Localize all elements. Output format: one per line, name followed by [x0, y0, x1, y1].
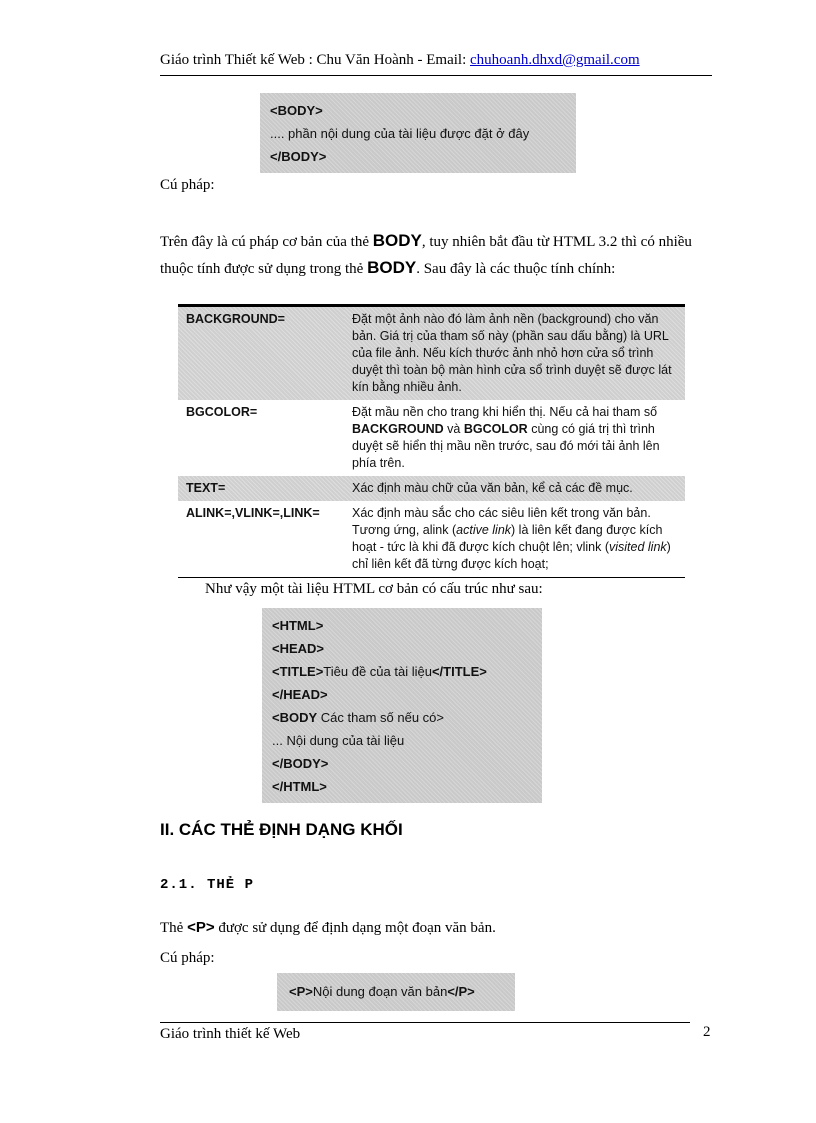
code-line: <P>Nội dung đoạn văn bản</P>	[289, 984, 475, 999]
page-number: 2	[703, 1024, 711, 1040]
code-line: ... Nội dung của tài liệu	[272, 733, 405, 748]
attr-desc: Xác định màu sắc cho các siêu liên kết trong văn bản. Tương ứng, alink (active link) là liên kết đang được kích hoạt - tức là khi đã được kích chuột lên; vlink (visited link) chỉ liên kết đã từng được kích hoạt;	[344, 501, 685, 578]
page-header	[160, 52, 712, 69]
attr-desc: Đặt mầu nền cho trang khi hiển thị. Nếu cả hai tham số BACKGROUND và BGCOLOR cùng có giá trị thì trình duyệt sẽ hiển thị mầu nền trước, sau đó mới tải ảnh lên phía trên.	[352, 405, 660, 470]
code-line: </BODY>	[272, 756, 329, 771]
attr-desc: Xác định màu chữ của văn bản, kể cả các đề mục.	[344, 476, 685, 501]
p-syntax-box	[277, 973, 515, 1011]
table-row	[178, 476, 685, 501]
syntax-label: Cú pháp:	[160, 950, 215, 966]
structure-intro: Như vậy một tài liệu HTML cơ bản có cấu trúc như sau:	[205, 581, 543, 597]
code-line: </HTML>	[272, 779, 327, 794]
footer-text: Giáo trình thiết kế Web	[160, 1026, 301, 1042]
sub-heading: 2.1. THẺ P	[160, 877, 255, 893]
html-structure-box	[262, 608, 542, 803]
p-tag-intro: Thẻ <P> được sử dụng để định dạng một đoạn văn bản.	[160, 919, 496, 936]
code-line: <BODY Các tham số nếu có>	[272, 710, 444, 725]
attr-name: TEXT=	[178, 476, 344, 501]
table-row	[178, 306, 685, 401]
code-line: <HTML>	[272, 618, 324, 633]
attr-desc: Đặt một ảnh nào đó làm ảnh nền (background) cho văn bản. Giá trị của tham số này (phần sau dấu bằng) là URL của file ảnh. Nếu kích thước ảnh nhỏ hơn cửa sổ trình duyệt thì toàn bộ màn hình cửa sổ trình duyệt sẽ được lát kín bằng nhiều ảnh.	[344, 306, 685, 401]
code-line: <BODY>	[270, 103, 323, 118]
code-line: </BODY>	[270, 149, 327, 164]
attr-name: ALINK=,VLINK=,LINK=	[178, 501, 344, 578]
code-line: <HEAD>	[272, 641, 325, 656]
section-heading: II. CÁC THẺ ĐỊNH DẠNG KHỐI	[160, 820, 403, 839]
table-row	[178, 400, 685, 476]
table-row	[178, 501, 685, 578]
header-title: Giáo trình Thiết kế Web : Chu Văn Hoành - Email:	[160, 52, 470, 68]
body-syntax-box	[260, 93, 576, 173]
footer-rule	[160, 1022, 690, 1023]
code-line: </HEAD>	[272, 687, 328, 702]
attributes-table	[178, 304, 685, 578]
header-rule	[160, 75, 712, 76]
code-line: <TITLE>Tiêu đề của tài liệu</TITLE>	[272, 664, 487, 679]
code-line: .... phần nội dung của tài liệu được đặt ở đây	[270, 126, 530, 141]
attr-name: BACKGROUND=	[178, 306, 344, 401]
intro-paragraph: Trên đây là cú pháp cơ bản của thẻ BODY, tuy nhiên bắt đầu từ HTML 3.2 thì có nhiều thuộc tính được sử dụng trong thẻ BODY. Sau đây là các thuộc tính chính:	[160, 231, 692, 277]
syntax-label: Cú pháp:	[160, 177, 215, 193]
header-email-link[interactable]: chuhoanh.dhxd@gmail.com	[470, 52, 640, 68]
attr-name: BGCOLOR=	[186, 405, 258, 419]
